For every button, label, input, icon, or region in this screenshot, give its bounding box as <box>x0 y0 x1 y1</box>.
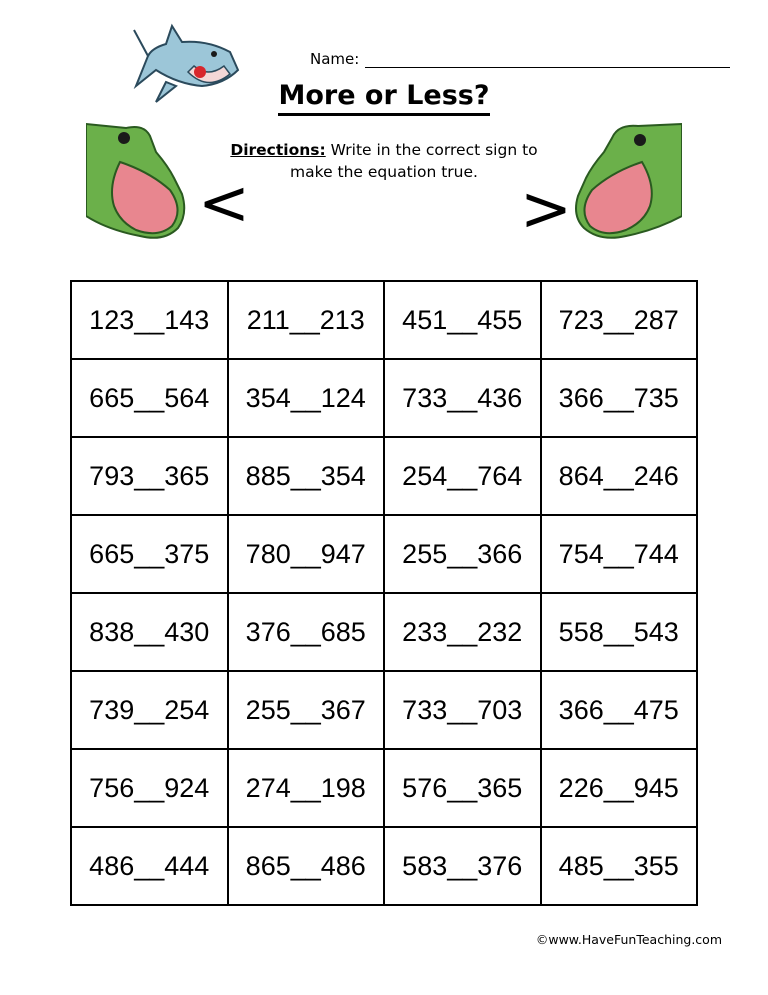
problem-row <box>71 749 697 827</box>
problem-cell[interactable]: 665__564 <box>71 359 228 437</box>
problem-cell[interactable]: 254__764 <box>384 437 541 515</box>
problem-cell[interactable]: 733__436 <box>384 359 541 437</box>
problem-row <box>71 281 697 359</box>
problem-cell[interactable]: 864__246 <box>541 437 698 515</box>
problem-cell[interactable]: 274__198 <box>228 749 385 827</box>
problem-grid <box>70 280 698 906</box>
page-title: More or Less? <box>0 80 768 116</box>
problem-cell[interactable]: 211__213 <box>228 281 385 359</box>
name-underline[interactable] <box>365 51 730 68</box>
problem-row <box>71 359 697 437</box>
problem-cell[interactable]: 255__366 <box>384 515 541 593</box>
less-than-sign: < <box>198 166 250 239</box>
problem-cell[interactable]: 558__543 <box>541 593 698 671</box>
problem-cell[interactable]: 780__947 <box>228 515 385 593</box>
problem-cell[interactable]: 838__430 <box>71 593 228 671</box>
problem-cell[interactable]: 451__455 <box>384 281 541 359</box>
problem-cell[interactable]: 865__486 <box>228 827 385 905</box>
problem-cell[interactable]: 226__945 <box>541 749 698 827</box>
problem-cell[interactable]: 366__475 <box>541 671 698 749</box>
problem-row <box>71 671 697 749</box>
problem-cell[interactable]: 233__232 <box>384 593 541 671</box>
crocodile-left-icon <box>86 118 198 242</box>
problem-row <box>71 515 697 593</box>
name-field[interactable] <box>310 44 730 68</box>
problem-cell[interactable]: 576__365 <box>384 749 541 827</box>
problem-cell[interactable]: 486__444 <box>71 827 228 905</box>
problem-cell[interactable]: 583__376 <box>384 827 541 905</box>
directions <box>210 139 558 183</box>
problem-cell[interactable]: 739__254 <box>71 671 228 749</box>
problem-cell[interactable]: 665__375 <box>71 515 228 593</box>
problem-cell[interactable]: 756__924 <box>71 749 228 827</box>
name-label: Name: <box>310 50 360 68</box>
problem-cell[interactable]: 255__367 <box>228 671 385 749</box>
copyright-footer: ©www.HaveFunTeaching.com <box>535 932 722 947</box>
problem-row <box>71 593 697 671</box>
problem-cell[interactable]: 733__703 <box>384 671 541 749</box>
problem-cell[interactable]: 723__287 <box>541 281 698 359</box>
problem-cell[interactable]: 885__354 <box>228 437 385 515</box>
problem-cell[interactable]: 366__735 <box>541 359 698 437</box>
problem-cell[interactable]: 376__685 <box>228 593 385 671</box>
problem-cell[interactable]: 354__124 <box>228 359 385 437</box>
greater-than-sign: > <box>520 172 572 245</box>
problem-cell[interactable]: 754__744 <box>541 515 698 593</box>
problem-cell[interactable]: 793__365 <box>71 437 228 515</box>
problem-cell[interactable]: 485__355 <box>541 827 698 905</box>
directions-text: Write in the correct sign to make the equation true. <box>290 141 538 181</box>
problem-cell[interactable]: 123__143 <box>71 281 228 359</box>
problem-row <box>71 827 697 905</box>
directions-label: Directions: <box>230 141 326 159</box>
problem-row <box>71 437 697 515</box>
